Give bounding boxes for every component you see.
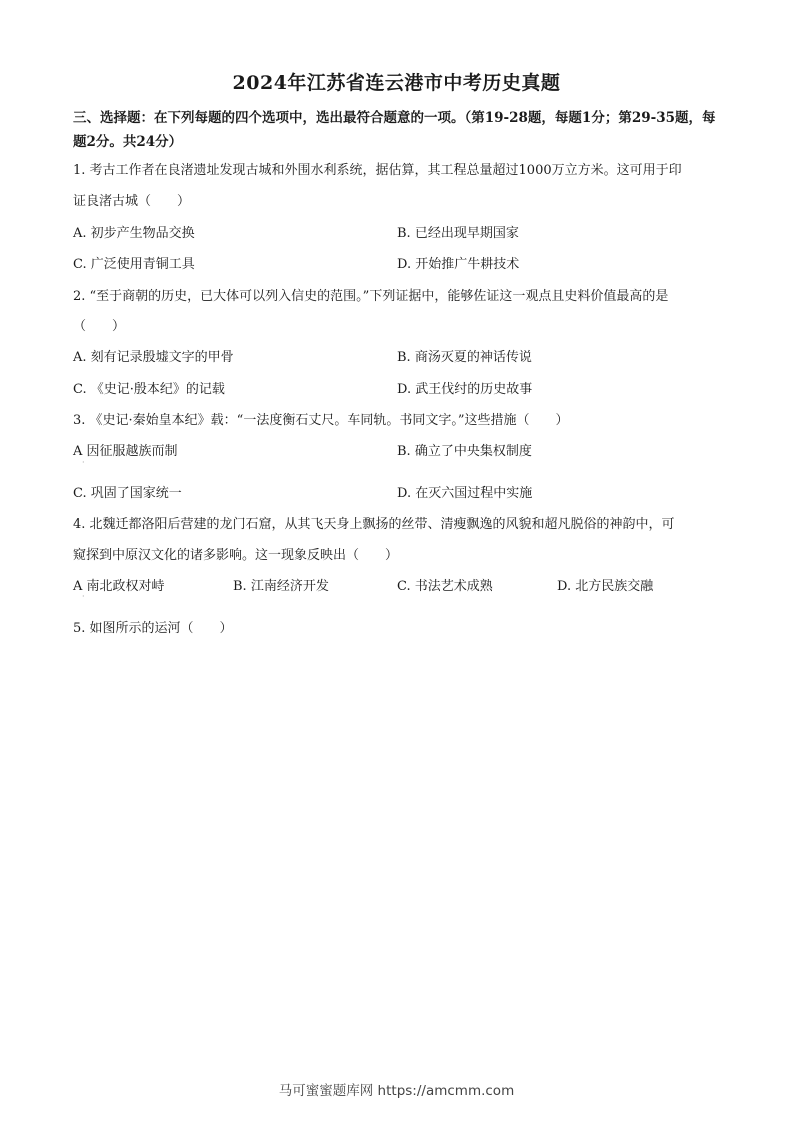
question-1-option-b: B. 已经出现早期国家	[397, 226, 519, 241]
question-2-line-2: （ ）	[73, 319, 126, 334]
question-1-option-a: A. 初步产生物品交换	[73, 226, 195, 241]
question-1-line-2: 证良渚古城（ ）	[73, 194, 191, 209]
question-4-option-a: A 南北政权对峙	[73, 579, 165, 594]
section-instructions: 三、选择题：在下列每题的四个选项中，选出最符合题意的一项。（第19-28题，每题1分；第29-35题，每题2分。共24分）	[73, 110, 716, 150]
stray-dot-mark: ·	[82, 458, 85, 467]
question-3-option-d: D. 在灭六国过程中实施	[397, 486, 533, 501]
question-1-option-d: D. 开始推广牛耕技术	[397, 257, 520, 272]
question-4-line-2: 窥探到中原汉文化的诸多影响。这一现象反映出（ ）	[73, 548, 399, 563]
question-2-option-c: C. 《史记·殷本纪》的记载	[73, 382, 225, 397]
question-4-option-c: C. 书法艺术成熟	[397, 579, 493, 594]
question-1-option-c: C. 广泛使用青铜工具	[73, 257, 195, 272]
question-2-line-1: 2. “至于商朝的历史，已大体可以列入信史的范围。”下列证据中，能够佐证这一观点且史料价值最高的是	[73, 289, 669, 304]
question-2-option-b: B. 商汤灭夏的神话传说	[397, 350, 532, 365]
page-title: 2024年江苏省连云港市中考历史真题	[232, 72, 561, 94]
question-3-option-c: C. 巩固了国家统一	[73, 486, 182, 501]
question-3-line-1: 3. 《史记·秦始皇本纪》载：“一法度衡石丈尺。车同轨。书同文字。”这些措施（ ）	[73, 413, 569, 428]
footer-watermark[interactable]: 马可蜜蜜题库网 https://amcmm.com	[278, 1083, 515, 1099]
question-2-option-d: D. 武王伐纣的历史故事	[397, 382, 533, 397]
question-3-option-a: A 因征服越族而制	[73, 444, 178, 459]
question-2-option-a: A. 刻有记录殷墟文字的甲骨	[73, 350, 234, 365]
stray-dot-mark: ·	[82, 592, 85, 601]
question-3-option-b: B. 确立了中央集权制度	[397, 444, 532, 459]
question-4-option-d: D. 北方民族交融	[557, 579, 654, 594]
question-4-line-1: 4. 北魏迁都洛阳后营建的龙门石窟，从其飞天身上飘扬的丝带、清瘦飘逸的风貌和超凡脱俗的神韵中，可	[73, 517, 675, 532]
question-4-option-b: B. 江南经济开发	[233, 579, 329, 594]
question-5-line-1: 5. 如图所示的运河（ ）	[73, 621, 233, 636]
question-1-line-1: 1. 考古工作者在良渚遗址发现古城和外围水利系统，据估算，其工程总量超过1000万立方米。这可用于印	[73, 163, 682, 178]
